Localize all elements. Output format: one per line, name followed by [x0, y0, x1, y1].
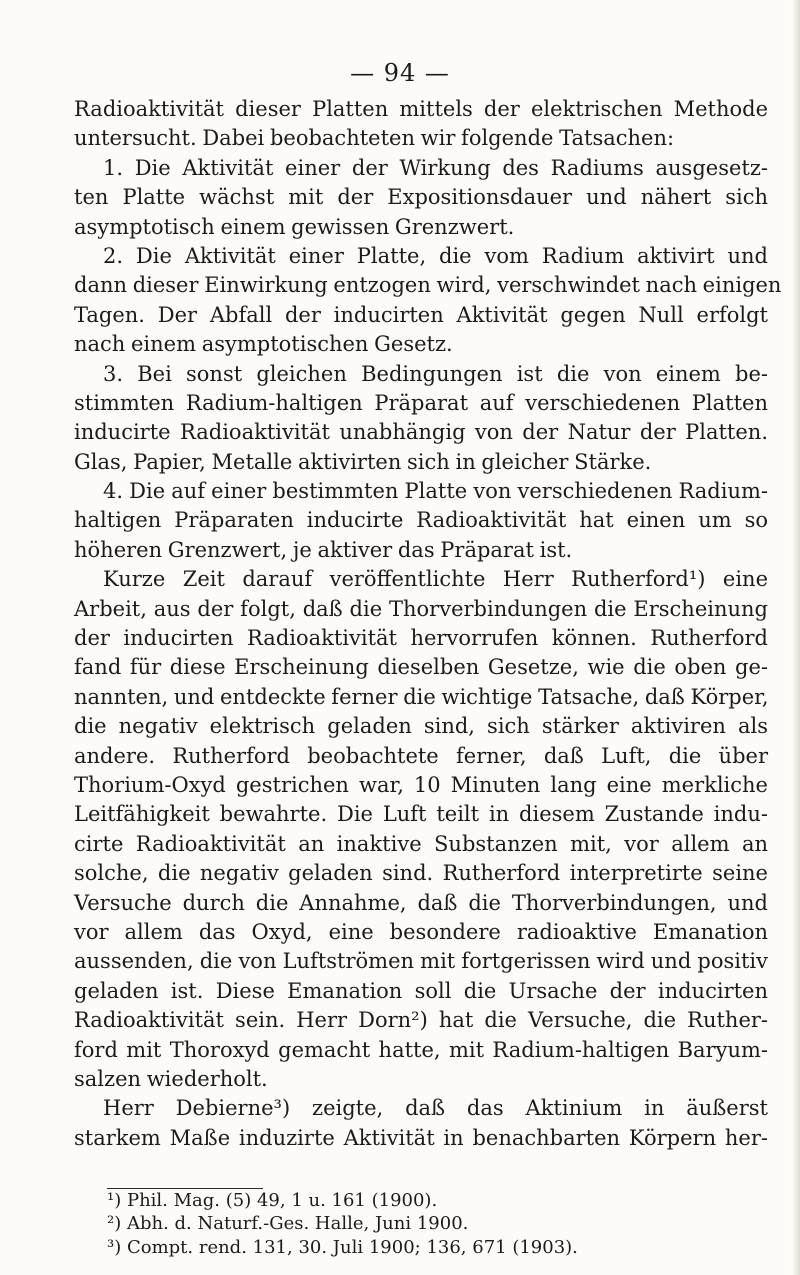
footnote-2: ²) Abh. d. Naturf.-Ges. Halle, Juni 1900. — [107, 1213, 469, 1235]
text-line: haltigen Präparaten inducirte Radioaktivität hat einen um so — [74, 508, 768, 533]
text-line: Leitfähigkeit bewahrte. Die Luft teilt in diesem Zustande indu- — [74, 802, 768, 827]
text-line: vor allem das Oxyd, eine besondere radioaktive Emanation — [74, 919, 768, 944]
page-edge-shadow — [791, 0, 800, 1275]
text-line: Kurze Zeit darauf veröffentlichte Herr Rutherford¹) eine — [103, 567, 768, 592]
text-line: Radioaktivität dieser Platten mittels der elektrischen Methode — [74, 97, 768, 121]
text-line: 4. Die auf einer bestimmten Platte von verschiedenen Radium- — [103, 479, 768, 504]
text-line: höheren Grenzwert, je aktiver das Präparat ist. — [74, 537, 573, 562]
text-line: Radioaktivität sein. Herr Dorn²) hat die Versuche, die Ruther- — [74, 1008, 768, 1033]
text-line: aussenden, die von Luftströmen mit fortgerissen wird und positiv — [74, 949, 768, 974]
text-line: fand für diese Erscheinung dieselben Gesetze, wie die oben ge- — [74, 655, 768, 680]
text-line: starkem Maße induzirte Aktivität in benachbarten Körpern her- — [74, 1125, 768, 1150]
text-line: ten Platte wächst mit der Expositionsdauer und nähert sich — [74, 185, 768, 210]
text-line: 3. Bei sonst gleichen Bedingungen ist die von einem be- — [103, 361, 768, 386]
text-line: Tagen. Der Abfall der inducirten Aktivität gegen Null erfolgt — [74, 302, 768, 327]
footnote-1: ¹) Phil. Mag. (5) 49, 1 u. 161 (1900). — [107, 1190, 438, 1211]
text-line: Thorium-Oxyd gestrichen war, 10 Minuten lang eine merkliche — [74, 772, 768, 797]
text-line: nannten, und entdeckte ferner die wichtige Tatsache, daß Körper, — [74, 684, 769, 709]
body-text — [74, 95, 782, 1153]
text-line: geladen ist. Diese Emanation soll die Ursache der inducirten — [74, 978, 768, 1003]
footnotes — [107, 1189, 707, 1259]
text-line: der inducirten Radioaktivität hervorrufen können. Rutherford — [74, 626, 768, 651]
text-line: inducirte Radioaktivität unabhängig von der Natur der Platten. — [74, 420, 768, 445]
text-line: Glas, Papier, Metalle aktivirten sich in gleicher Stärke. — [74, 449, 652, 474]
text-line: nach einem asymptotischen Gesetz. — [74, 332, 453, 357]
text-line: dann dieser Einwirkung entzogen wird, verschwindet nach einigen — [74, 273, 782, 298]
text-line: Arbeit, aus der folgt, daß die Thorverbindungen die Erscheinung — [74, 596, 768, 621]
text-line: asymptotisch einem gewissen Grenzwert. — [74, 214, 515, 239]
text-line: solche, die negativ geladen sind. Rutherford interpretirte seine — [74, 861, 768, 886]
text-line: ford mit Thoroxyd gemacht hatte, mit Radium-haltigen Baryum- — [74, 1037, 768, 1062]
text-line: stimmten Radium-haltigen Präparat auf verschiedenen Platten — [74, 390, 768, 415]
text-line: Herr Debierne³) zeigte, daß das Aktinium in äußerst — [103, 1096, 768, 1121]
text-line: die negativ elektrisch geladen sind, sich stärker aktiviren als — [74, 714, 768, 739]
text-line: andere. Rutherford beobachtete ferner, daß Luft, die über — [74, 743, 768, 768]
text-line: 2. Die Aktivität einer Platte, die vom Radium aktivirt und — [103, 243, 768, 268]
text-line: untersucht. Dabei beobachteten wir folgende Tatsachen: — [74, 126, 675, 151]
text-line: 1. Die Aktivität einer der Wirkung des Radiums ausgesetz- — [103, 155, 768, 180]
text-line: salzen wiederholt. — [74, 1066, 268, 1091]
text-line: Versuche durch die Annahme, daß die Thorverbindungen, und — [74, 890, 768, 915]
text-line: cirte Radioaktivität an inaktive Substanzen mit, vor allem an — [74, 831, 768, 856]
page-number-header: — 94 — — [350, 59, 450, 87]
footnote-3: ³) Compt. rend. 131, 30. Juli 1900; 136, 671 (1903). — [107, 1236, 578, 1258]
